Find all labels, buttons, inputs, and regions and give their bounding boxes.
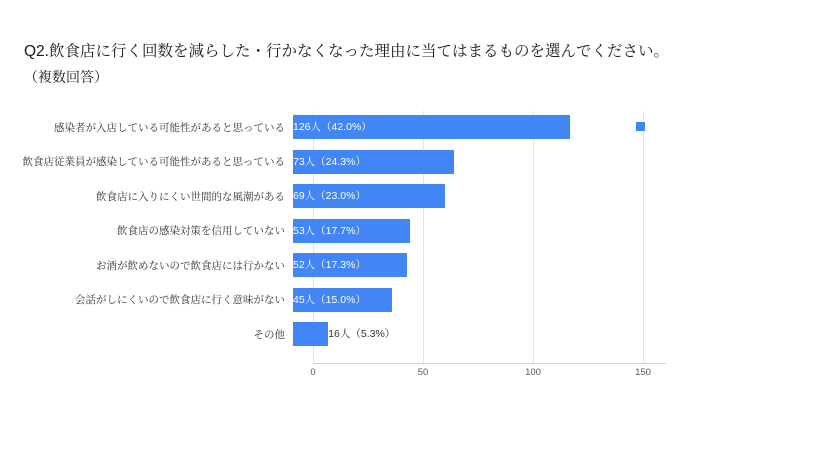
bar-data-label: 45人（15.0%） bbox=[293, 293, 366, 306]
x-axis-line bbox=[313, 363, 666, 364]
plot-area bbox=[20, 105, 820, 378]
bar-chart bbox=[20, 105, 820, 395]
table-row bbox=[20, 219, 820, 243]
table-row bbox=[20, 288, 820, 312]
bar-data-label: 69人（23.0%） bbox=[293, 190, 366, 202]
bar-zone bbox=[293, 322, 793, 346]
bar-zone bbox=[293, 288, 793, 312]
table-row bbox=[20, 150, 820, 174]
category-label: 飲食店の感染対策を信用していない bbox=[117, 225, 285, 237]
bar-zone bbox=[293, 219, 793, 243]
x-tick-label: 150 bbox=[635, 367, 651, 378]
bar-data-label: 52人（17.3%） bbox=[293, 259, 366, 271]
category-label: お酒が飲めないので飲食店には行かない bbox=[96, 259, 285, 272]
bar-zone bbox=[293, 150, 793, 174]
title-block bbox=[24, 40, 814, 89]
bar-rows bbox=[20, 115, 820, 357]
category-label: 飲食店従業員が感染している可能性があると思っている bbox=[22, 156, 285, 168]
x-tick-label: 100 bbox=[525, 367, 541, 378]
category-label: 飲食店に入りにくい世間的な風潮がある bbox=[96, 190, 285, 203]
x-tick-label: 50 bbox=[417, 367, 429, 378]
bar-zone bbox=[293, 253, 793, 277]
table-row bbox=[20, 184, 820, 208]
bar[interactable] bbox=[293, 322, 328, 346]
page-subtitle: （複数回答） bbox=[24, 69, 108, 86]
bar-data-label: 16人（5.3%） bbox=[328, 328, 396, 340]
table-row bbox=[20, 115, 820, 139]
bar-zone bbox=[293, 184, 793, 208]
category-label: 会話がしにくいので飲食店に行く意味がない bbox=[75, 294, 285, 306]
bar-zone bbox=[293, 115, 793, 139]
table-row bbox=[20, 253, 820, 277]
page-title: Q2.飲食店に行く回数を減らした・行かなくなった理由に当てはまるものを選んでください。 bbox=[24, 43, 669, 60]
category-label: 感染者が入店している可能性があると思っている bbox=[54, 121, 285, 134]
category-label: その他 bbox=[253, 328, 285, 341]
bar-data-label: 53人（17.7%） bbox=[293, 224, 366, 237]
bar-data-label: 126人（42.0%） bbox=[293, 121, 372, 133]
table-row bbox=[20, 322, 820, 346]
x-tick-label: 0 bbox=[310, 367, 316, 378]
bar-data-label: 73人（24.3%） bbox=[293, 155, 366, 168]
